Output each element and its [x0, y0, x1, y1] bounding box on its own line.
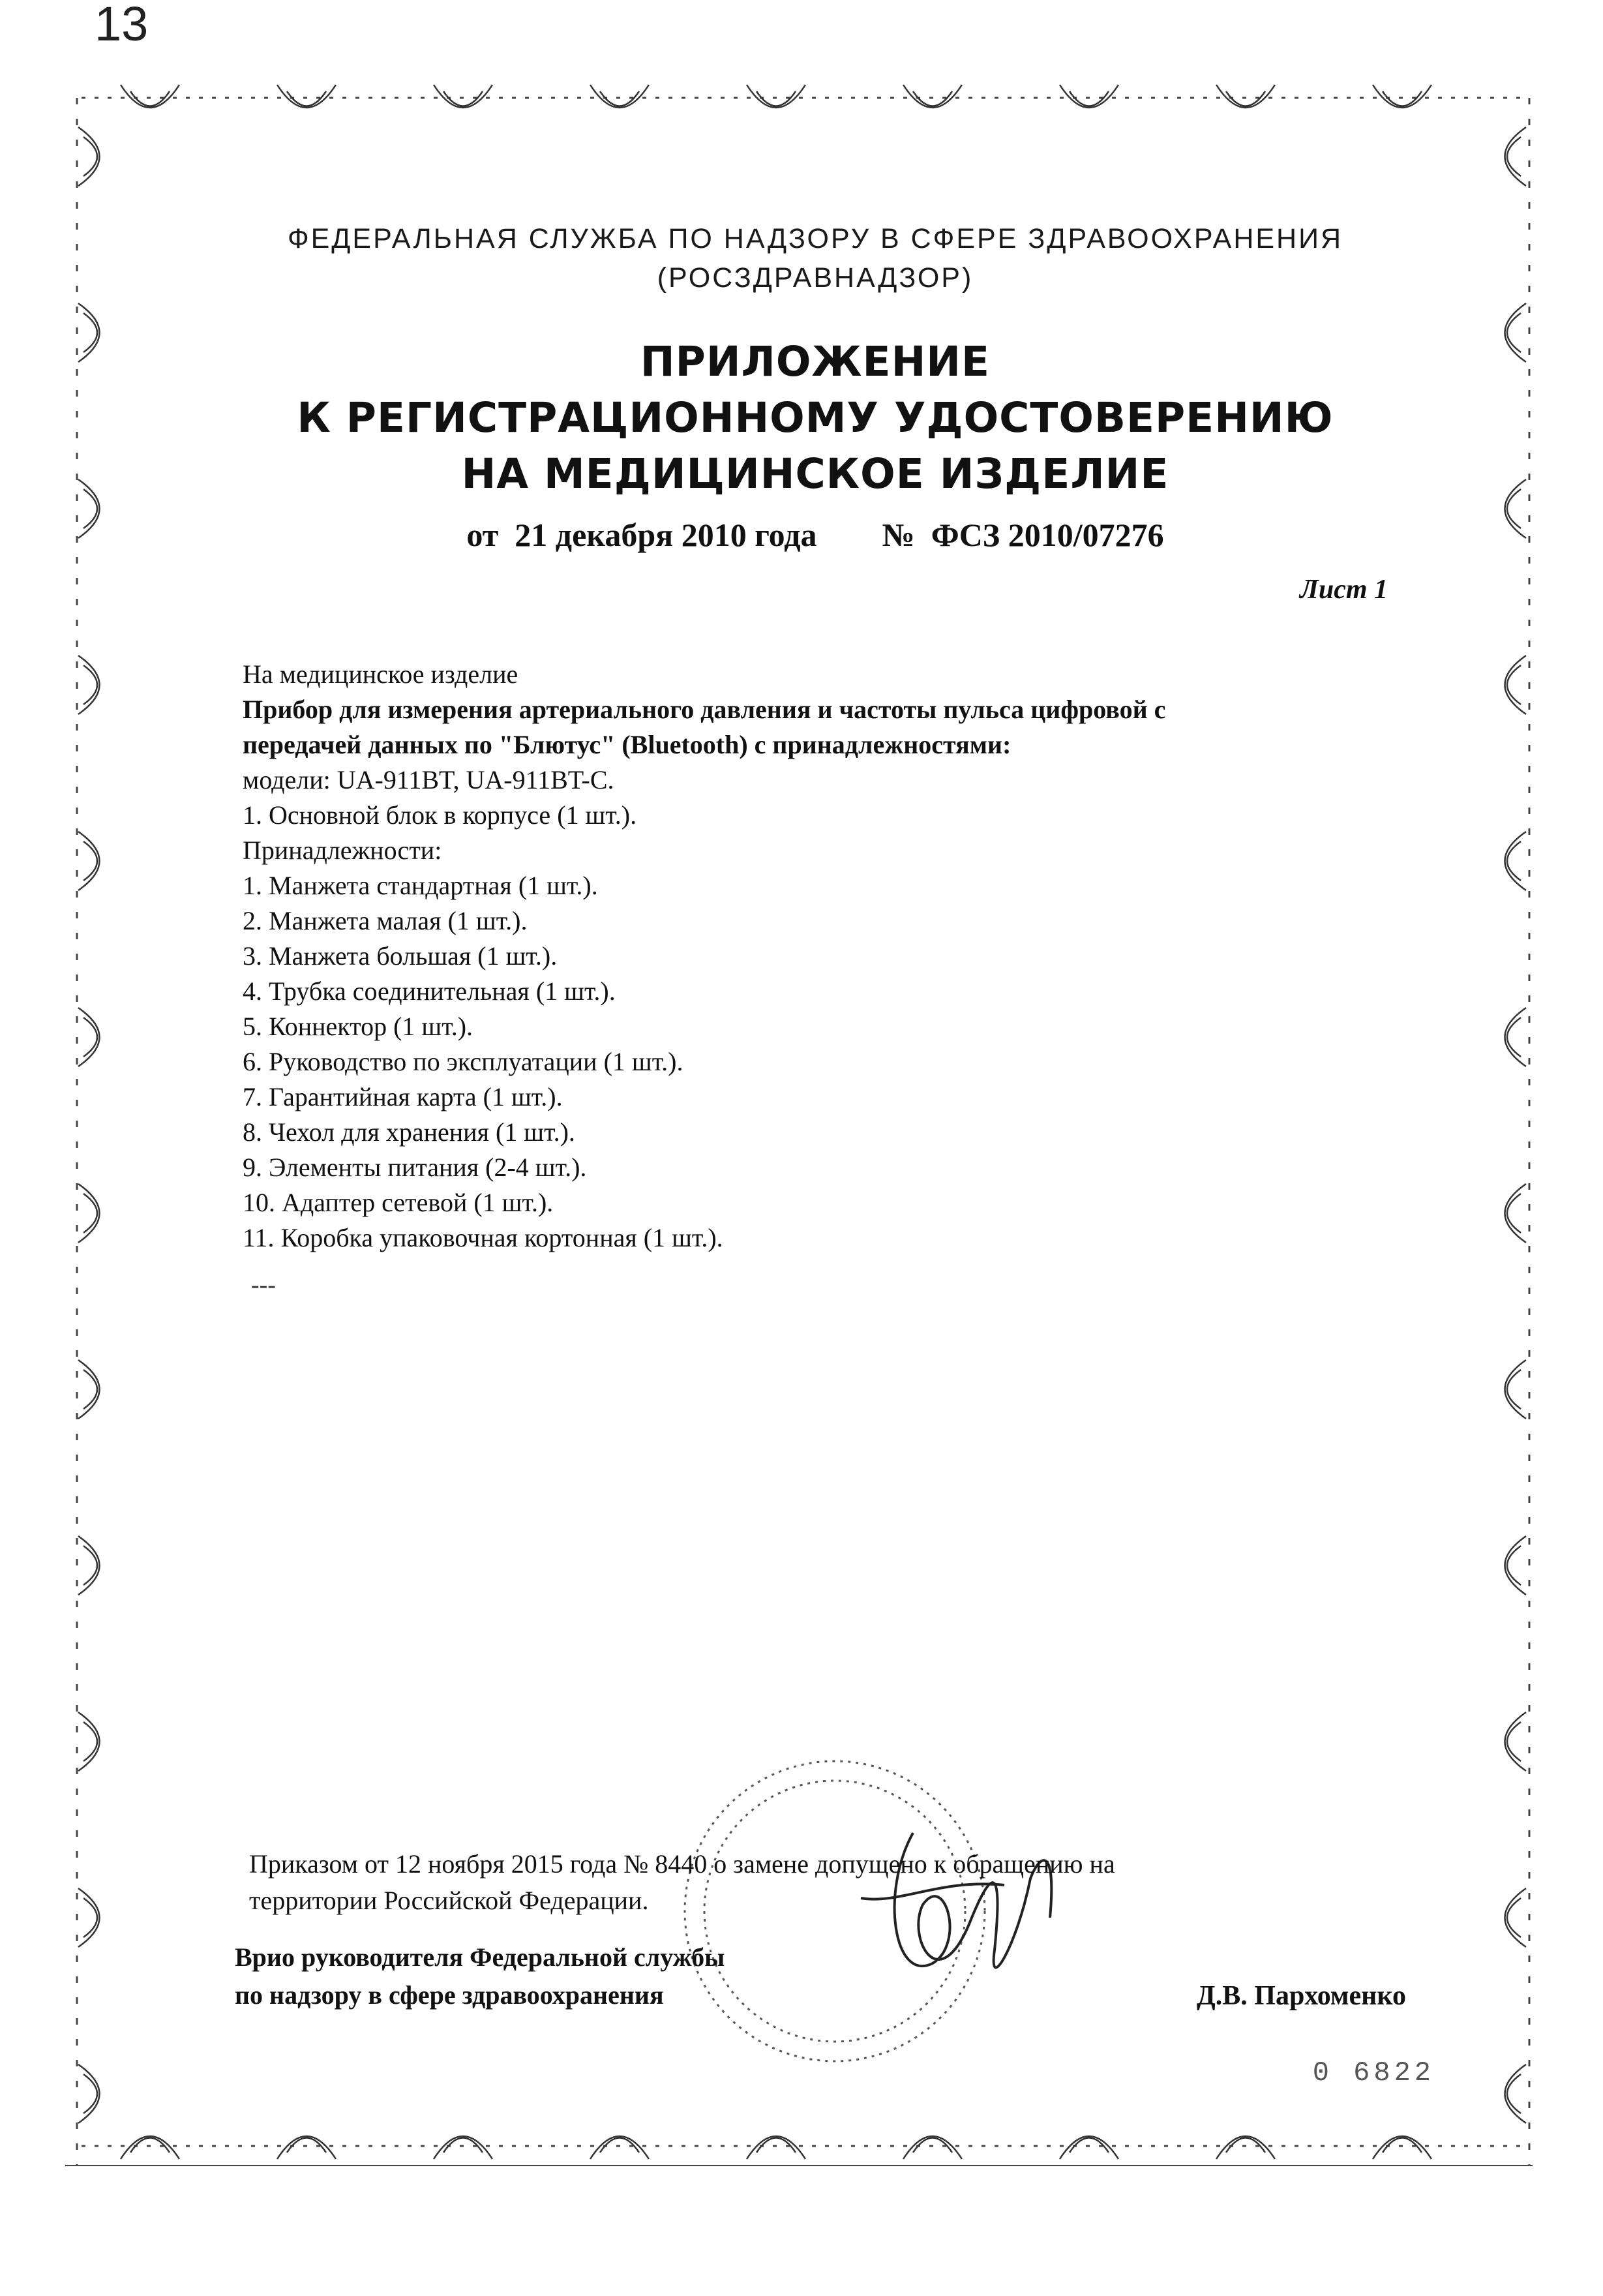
sheet-number: Лист 1 — [1300, 575, 1388, 605]
frame-ornament — [78, 1712, 100, 1771]
document-title — [196, 334, 1435, 502]
signer-title — [235, 1939, 887, 2014]
accessory-item: 3. Манжета большая (1 шт.). — [243, 941, 558, 971]
frame-ornament — [78, 1360, 100, 1419]
frame-ornament — [1505, 127, 1527, 186]
frame-ornament — [1505, 832, 1527, 890]
frame-ornament — [1505, 1888, 1527, 1947]
frame-ornament — [1505, 1008, 1527, 1066]
document-body — [243, 657, 1377, 1256]
accessories-header: Принадлежности: — [243, 836, 442, 865]
frame-ornament — [1505, 656, 1527, 714]
product-name-line-1: Прибор для измерения артериального давления и частоты пульса цифровой с — [243, 695, 1166, 724]
end-of-list-marks: --- — [251, 1271, 276, 1299]
frame-ornament — [277, 2136, 336, 2159]
accessory-item: 8. Чехол для хранения (1 шт.). — [243, 1117, 575, 1147]
handwritten-page-number: 13 — [95, 0, 149, 51]
accessory-item: 10. Адаптер сетевой (1 шт.). — [243, 1188, 554, 1217]
accessory-item: 11. Коробка упаковочная кортонная (1 шт.). — [243, 1223, 723, 1252]
order-line-2: территории Российской Федерации. — [249, 1886, 649, 1915]
frame-ornament — [903, 85, 962, 108]
signer-title-line-1: Врио руководителя Федеральной службы — [235, 1942, 725, 1972]
frame-ornament — [1505, 2064, 1527, 2123]
order-line-1: Приказом от 12 ноября 2015 года № 8440 о замене допущено к обращению на — [249, 1849, 1115, 1879]
frame-ornament — [78, 1536, 100, 1595]
frame-ornament — [1505, 303, 1527, 362]
frame-ornament — [78, 1008, 100, 1066]
agency-header — [196, 219, 1435, 297]
frame-ornament — [121, 85, 179, 108]
frame-ornament — [121, 2136, 179, 2159]
certificate-date: от 21 декабря 2010 года — [466, 517, 817, 553]
frame-ornament — [78, 479, 100, 538]
form-serial-number: 0 6822 — [1312, 2057, 1435, 2089]
intro-text: На медицинское изделие — [243, 659, 518, 689]
accessory-item: 7. Гарантийная карта (1 шт.). — [243, 1082, 563, 1111]
frame-ornament — [1216, 85, 1275, 108]
certificate-line — [196, 514, 1435, 556]
frame-ornament — [78, 656, 100, 714]
frame-ornament — [1505, 1360, 1527, 1419]
accessory-item: 2. Манжета малая (1 шт.). — [243, 906, 528, 935]
frame-ornament — [1060, 85, 1118, 108]
order-text — [249, 1846, 1358, 1919]
frame-ornament — [78, 303, 100, 362]
product-name-line-2: передачей данных по "Блютус" (Bluetooth) с принадлежностями: — [243, 730, 1011, 759]
frame-ornament — [277, 85, 336, 108]
agency-name: ФЕДЕРАЛЬНАЯ СЛУЖБА ПО НАДЗОРУ В СФЕРЕ ЗДРАВООХРАНЕНИЯ — [287, 223, 1343, 254]
signer-name: Д.В. Пархоменко — [1196, 1981, 1406, 2011]
certificate-number: № ФСЗ 2010/07276 — [882, 517, 1164, 553]
frame-ornament — [78, 1888, 100, 1947]
frame-ornament — [434, 2136, 492, 2159]
frame-ornament — [1216, 2136, 1275, 2159]
frame-ornament — [590, 2136, 649, 2159]
frame-ornament — [747, 2136, 805, 2159]
frame-ornament — [1373, 2136, 1431, 2159]
frame-ornament — [1060, 2136, 1118, 2159]
models-line: модели: UA-911BT, UA-911BT-C. — [243, 765, 614, 794]
accessory-item: 5. Коннектор (1 шт.). — [243, 1012, 473, 1041]
accessory-item: 4. Трубка соединительная (1 шт.). — [243, 976, 616, 1006]
frame-ornament — [434, 85, 492, 108]
frame-ornament — [590, 85, 649, 108]
frame-ornament — [1505, 479, 1527, 538]
frame-ornament — [903, 2136, 962, 2159]
frame-ornament — [78, 2064, 100, 2123]
frame-ornament — [1505, 1184, 1527, 1243]
frame-ornament — [78, 127, 100, 186]
agency-abbreviation: (РОСЗДРАВНАДЗОР) — [657, 262, 974, 294]
frame-ornament — [78, 832, 100, 890]
title-line-2: К РЕГИСТРАЦИОННОМУ УДОСТОВЕРЕНИЮ — [297, 394, 1334, 442]
frame-ornament — [747, 85, 805, 108]
main-unit-line: 1. Основной блок в корпусе (1 шт.). — [243, 800, 637, 830]
accessory-item: 9. Элементы питания (2-4 шт.). — [243, 1153, 587, 1182]
title-line-1: ПРИЛОЖЕНИЕ — [640, 338, 991, 385]
frame-ornament — [1505, 1536, 1527, 1595]
accessory-item: 6. Руководство по эксплуатации (1 шт.). — [243, 1047, 683, 1076]
frame-ornament — [78, 1184, 100, 1243]
frame-ornament — [1505, 1712, 1527, 1771]
title-line-3: НА МЕДИЦИНСКОЕ ИЗДЕЛИЕ — [461, 450, 1169, 498]
signer-title-line-2: по надзору в сфере здравоохранения — [235, 1980, 664, 2010]
accessory-item: 1. Манжета стандартная (1 шт.). — [243, 871, 598, 900]
frame-ornament — [1373, 85, 1431, 108]
